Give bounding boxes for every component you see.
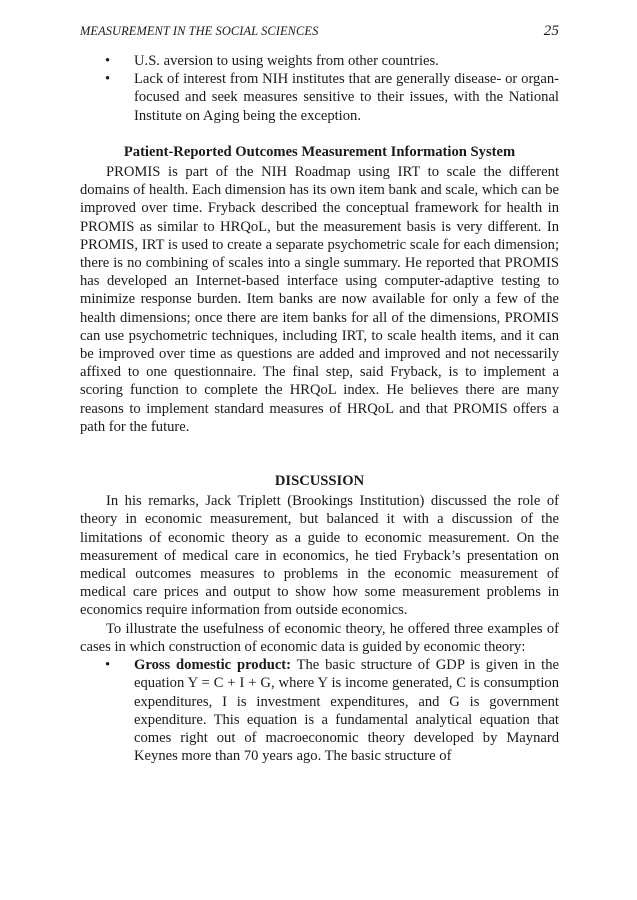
document-page [80,22,559,765]
discussion-paragraph-1: In his remarks, Jack Triplett (Brookings Institution) discussed the role of theory in economic measurement, but balanced it with a discussion of the limitations of economic theory as a guide to economic measurement. On the measurement of medical care in economics, he tied Fryback’s presentation on medical outcomes measures to problems in the economic measurement of medical care prices and output to show how some measurement problems in economics require information from outside economics. [80,493,559,619]
list-item-lead: Gross domestic product: [134,657,292,674]
promis-heading: Patient-Reported Outcomes Measurement Information System [123,143,516,160]
list-item-text: Lack of interest from NIH institutes that are generally disease- or organ-focused and seek measures sensitive to their issues, with the National Institute on Aging being the exception. [134,71,559,124]
discussion-bullet-list [80,656,559,765]
bullet-icon: • [105,657,111,674]
top-bullet-list [80,52,559,125]
page-number: 25 [543,23,559,39]
list-item [80,656,559,765]
running-head [80,22,559,40]
discussion-heading: DISCUSSION [274,473,365,490]
list-item [80,70,559,125]
list-item [80,52,559,70]
discussion-paragraph-2: To illustrate the usefulness of economic theory, he offered three examples of cases in which construction of economic data is guided by economic theory: [80,620,559,655]
bullet-icon: • [105,53,111,69]
bullet-icon: • [105,71,111,88]
promis-paragraph: PROMIS is part of the NIH Roadmap using IRT to scale the different domains of health. Each dimension has its own item bank and scale, which can be improved over time. Fryback described the conceptual framework for health in PROMIS as similar to HRQoL, but the measurement basis is very different. In PROMIS, IRT is used to create a separate psychometric scale for each dimension; there is no combining of scales into a single summary. He reported that PROMIS has developed an Internet-based interface using computer-adaptive testing to minimize response burden. Item banks are now available for only a few of the health dimensions; once there are item banks for all of the dimensions, PROMIS can use psychometric techniques, including IRT, to scale health items, and it can be improved over time as questions are added and improved and not necessarily affixed to one questionnaire. The final step, said Fryback, is to implement a scoring function to complete the HRQoL index. He believes there are many reasons to implement standard measures of HRQoL and that PROMIS offers a path for the future. [80,164,559,435]
running-head-title: MEASUREMENT IN THE SOCIAL SCIENCES [80,24,319,38]
list-item-text: The basic structure of GDP is given in the equation Y = C + I + G, where Y is income generated, C is consumption expenditures, I is investment expenditures, and G is government expenditure. This equation is a fundamental analytical equation that comes right out of macroeconomic theory developed by Maynard Keynes more than 70 years ago. The basic structure of [134,657,559,765]
list-item-text: U.S. aversion to using weights from other countries. [134,53,439,69]
